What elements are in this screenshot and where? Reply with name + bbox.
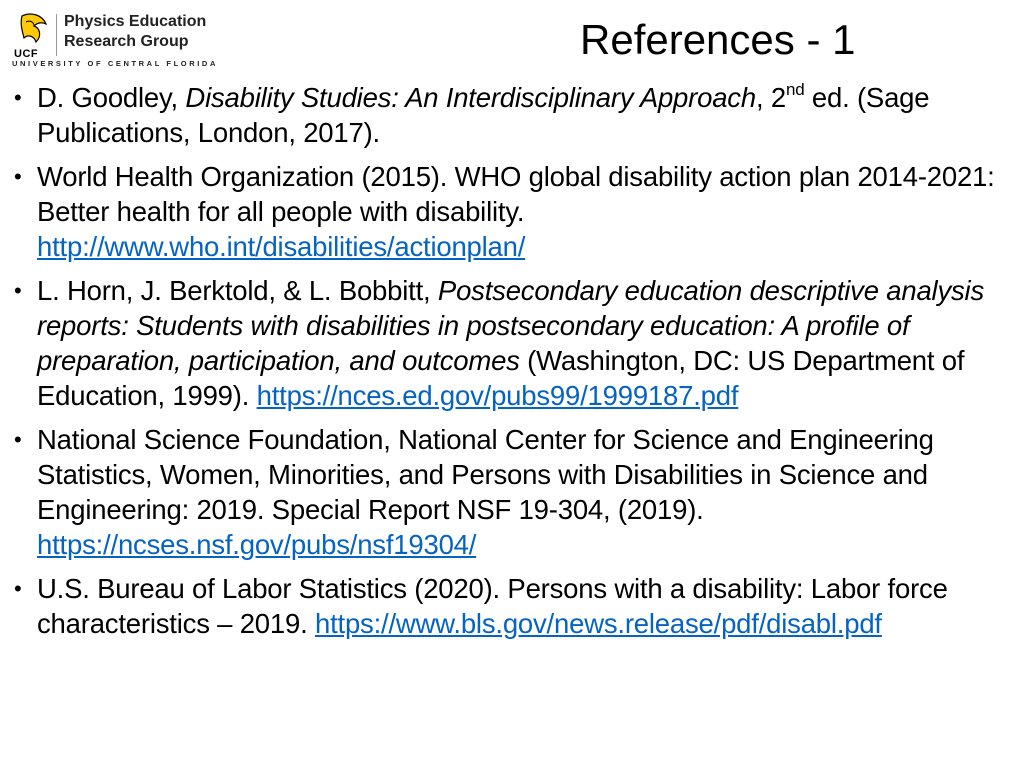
reference-authors: D. Goodley, [37, 82, 186, 113]
reference-item [0, 159, 1010, 264]
slide-title: References - 1 [580, 16, 856, 63]
logo-university: UNIVERSITY OF CENTRAL FLORIDA [12, 59, 218, 68]
reference-authors: L. Horn, J. Berktold, & L. Bobbitt, [37, 275, 438, 306]
reference-title: Postsecondary education descriptive analysis reports: Students with disabilities in postsecondary education: A profile of preparation, participation, and outcomes [37, 275, 985, 376]
logo-group-name-line1: Physics Education [64, 13, 207, 30]
ucf-perg-logo [10, 10, 240, 70]
bullet-icon: • [14, 164, 22, 189]
reference-list [0, 80, 1010, 650]
bullet-icon: • [14, 576, 22, 601]
reference-item [0, 273, 1010, 413]
bullet-icon: • [14, 427, 22, 452]
reference-text: National Science Foundation, National Center for Science and Engineering Statistics, Women, Minorities, and Persons with Disabilities in Science and Engineering: 2019. Special Report NSF 19-304, (2019). [37, 424, 934, 525]
reference-link[interactable]: https://nces.ed.gov/pubs99/1999187.pdf [256, 380, 739, 411]
logo-group-name-line2: Research Group [64, 33, 189, 50]
reference-publisher: (Washington, DC: US Department of Education, 1999). [37, 345, 965, 411]
reference-superscript: nd [785, 80, 805, 99]
reference-link[interactable]: https://www.bls.gov/news.release/pdf/disabl.pdf [314, 608, 882, 639]
reference-link[interactable]: https://ncses.nsf.gov/pubs/nsf19304/ [37, 529, 477, 560]
reference-title: Disability Studies: An Interdisciplinary Approach [185, 82, 756, 113]
reference-item [0, 80, 1010, 150]
reference-item [0, 422, 1010, 562]
reference-text: World Health Organization (2015). WHO global disability action plan 2014-2021: Better health for all people with disability. [37, 161, 995, 227]
logo-divider [56, 14, 57, 56]
reference-edition: , 2 [755, 82, 786, 113]
reference-link[interactable]: http://www.who.int/disabilities/actionplan/ [37, 231, 526, 262]
bullet-icon: • [14, 278, 22, 303]
reference-item [0, 571, 1010, 641]
reference-publisher: ed. (Sage Publications, London, 2017). [37, 82, 930, 148]
ucf-abbr: UCF [14, 48, 39, 60]
reference-text: U.S. Bureau of Labor Statistics (2020). Persons with a disability: Labor force characteristics – 2019. [37, 573, 948, 639]
bullet-icon: • [14, 85, 22, 110]
